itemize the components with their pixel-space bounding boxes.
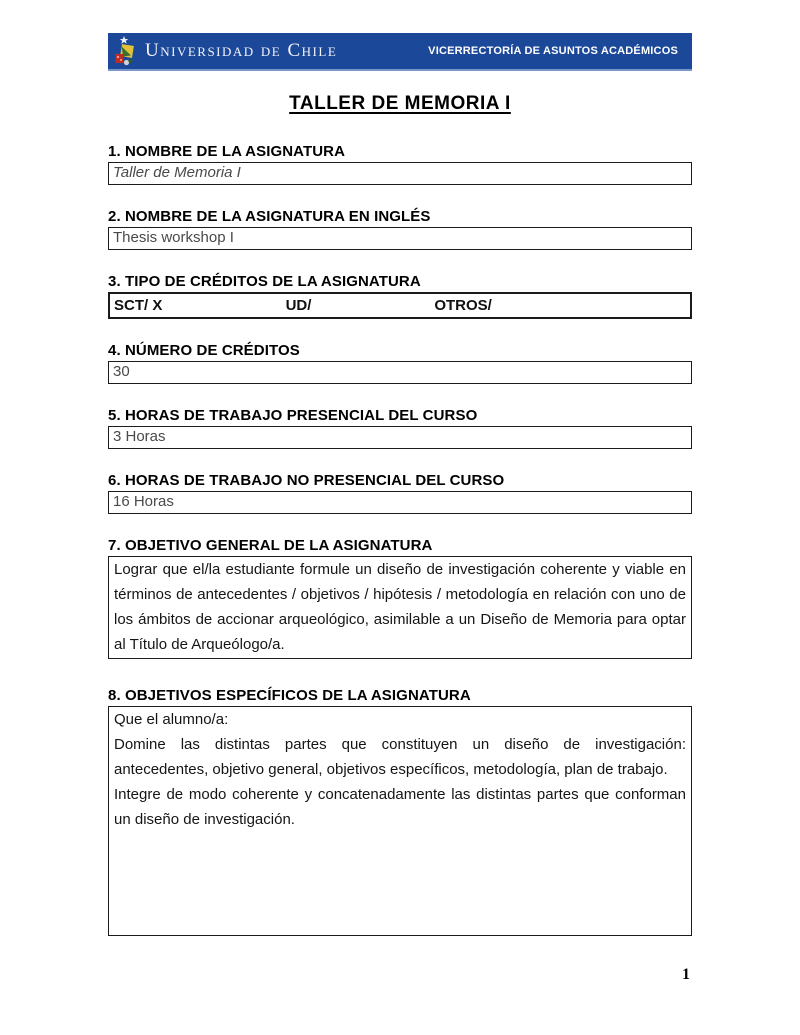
header-banner-left [112, 33, 337, 69]
field-value: 16 Horas [113, 493, 174, 510]
field-objetivo-general [108, 556, 692, 659]
document-content [0, 143, 800, 936]
field-nombre-ingles [108, 227, 692, 250]
field-horas-no-presencial [108, 491, 692, 514]
section-horas-no-presencial [108, 472, 692, 514]
department-name: VICERRECTORÍA DE ASUNTOS ACADÉMICOS [428, 45, 678, 57]
university-name: Universidad de Chile [145, 40, 338, 61]
credit-type-sct: SCT/ X [114, 297, 163, 314]
section-horas-presencial [108, 407, 692, 449]
section-heading: 6. HORAS DE TRABAJO NO PRESENCIAL DEL CURSO [108, 472, 505, 489]
section-heading: 4. NÚMERO DE CRÉDITOS [108, 342, 300, 359]
section-nombre-ingles [108, 208, 692, 250]
section-heading: 3. TIPO DE CRÉDITOS DE LA ASIGNATURA [108, 273, 421, 290]
document-title: TALLER DE MEMORIA I [289, 93, 511, 114]
field-numero-creditos [108, 361, 692, 384]
section-objetivo-general [108, 537, 692, 659]
credit-type-otros: OTROS/ [434, 297, 492, 314]
paragraph: Que el alumno/a: [114, 711, 229, 728]
section-heading: 8. OBJETIVOS ESPECÍFICOS DE LA ASIGNATURA [108, 687, 471, 704]
page-number: 1 [682, 966, 690, 983]
field-value: Thesis workshop I [113, 229, 234, 246]
section-nombre-asignatura [108, 143, 692, 185]
credit-type-ud: UD/ [285, 297, 312, 314]
field-nombre-asignatura [108, 162, 692, 185]
paragraph: Domine las distintas partes que constituyen un diseño de investigación: antecedentes, objetivo general, objetivos específicos, metodología, plan de trabajo. [114, 736, 686, 778]
field-objetivos-especificos [108, 706, 692, 936]
field-value: 3 Horas [113, 428, 166, 445]
section-heading: 7. OBJETIVO GENERAL DE LA ASIGNATURA [108, 537, 433, 554]
field-value: Taller de Memoria I [113, 164, 241, 181]
paragraph: Integre de modo coherente y concatenadamente las distintas partes que conforman un diseño de investigación. [114, 786, 686, 828]
section-heading: 1. NOMBRE DE LA ASIGNATURA [108, 143, 346, 160]
section-tipo-creditos [108, 273, 692, 319]
field-horas-presencial [108, 426, 692, 449]
section-numero-creditos [108, 342, 692, 384]
section-objetivos-especificos [108, 687, 692, 936]
section-heading: 2. NOMBRE DE LA ASIGNATURA EN INGLÉS [108, 208, 431, 225]
university-crest-icon [112, 34, 138, 68]
paragraph: Lograr que el/la estudiante formule un diseño de investigación coherente y viable en términos de antecedentes / objetivos / hipótesis / metodología en relación con uno de los ámbitos de accionar arqueológico, asimilable a un Diseño de Memoria para optar al Título de Arqueólogo/a. [114, 561, 686, 653]
field-value: 30 [113, 363, 130, 380]
section-heading: 5. HORAS DE TRABAJO PRESENCIAL DEL CURSO [108, 407, 478, 424]
header-banner [108, 33, 692, 71]
field-tipo-creditos [108, 292, 692, 319]
